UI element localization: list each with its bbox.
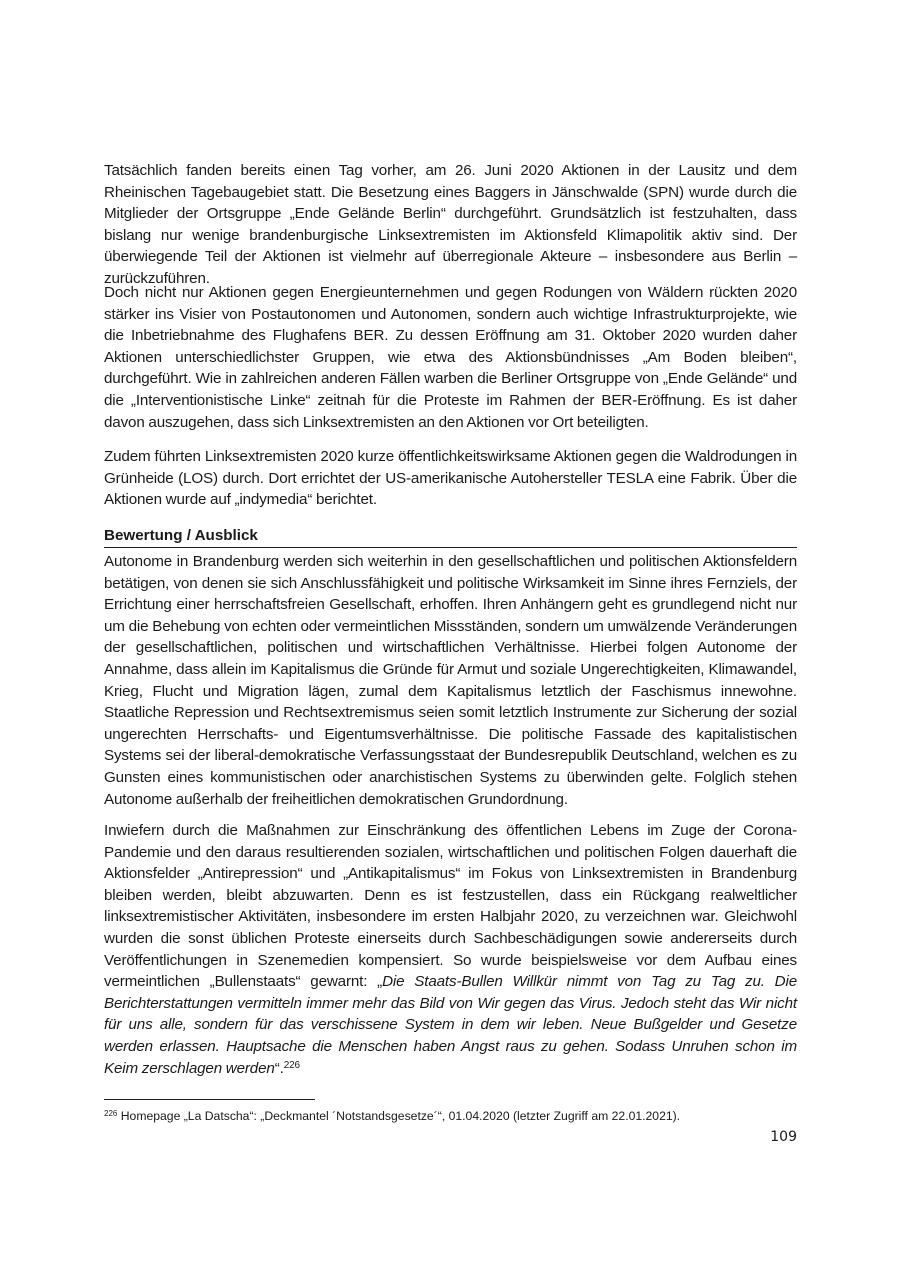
section-heading: Bewertung / Ausblick xyxy=(104,525,797,548)
outlook-text: Inwiefern durch die Maßnahmen zur Einschränkung des öffentlichen Lebens im Zuge der Corona-Pandemie und den daraus resultierenden sozialen, wirtschaftlichen und politischen Folgen dauerhaft die Aktionsfelder „Antirepression“ und „Antikapitalismus“ im Fokus von Linksextremisten in Brandenburg bleiben werden, bleibt abzuwarten. Denn es ist festzustellen, dass ein Rückgang realweltlicher linksextremistischer Aktivitäten, insbesondere im ersten Halbjahr 2020, zu verzeichnen war. Gleichwohl wurden die sonst üblichen Proteste einerseits durch Sachbeschädigungen sowie andererseits durch Veröffentlichungen in Szenemedien kompensiert. So wurde beispielsweise vor dem Aufbau eines vermeintlichen „Bullenstaats“ gewarnt: „ xyxy=(104,822,797,991)
outlook-quote: Die Staats-Bullen Willkür nimmt von Tag zu Tag zu. Die Berichterstattungen vermitteln immer mehr das Bild von Wir gegen das Virus. Jedoch steht das Wir nicht für uns alle, sondern für das verschissene System in dem wir leben. Neue Bußgelder und Gesetze werden erlassen. Hauptsache die Menschen haben Angst raus zu gehen. Sodass Unruhen schon im Keim zerschlagen werden xyxy=(104,973,798,1077)
footnote-separator xyxy=(104,1099,315,1100)
paragraph-assessment: Autonome in Brandenburg werden sich weiterhin in den gesellschaftlichen und politischen Aktionsfeldern betätigen, von denen sie sich Anschlussfähigkeit und politische Wirksamkeit im Sinne ihres Fernziels, der Errichtung einer herrschaftsfreien Gesellschaft, erhoffen. Ihren Anhängern geht es grundlegend nicht nur um die Behebung von echten oder vermeintlichen Missständen, sondern um umwälzende Veränderungen der gesellschaftlichen, politischen und wirtschaftlichen Verhältnisse. Hierbei folgen Autonome der Annahme, dass allein im Kapitalismus die Gründe für Armut und soziale Ungerechtigkeiten, Klimawandel, Krieg, Flucht und Migration lägen, zumal dem Kapitalismus letztlich der Faschismus innewohne. Staatliche Repression und Rechtsextremismus seien somit letztlich Instrumente zur Sicherung der sozial ungerechten Herrschafts- und Eigentumsverhältnisse. Die politische Fassade des kapitalistischen Systems sei der liberal-demokratische Verfassungsstaat der Bundesrepublik Deutschland, welchen es zu Gunsten eines kommunistischen oder anarchistischen Systems zu überwinden gelte. Folglich stehen Autonome außerhalb der freiheitlichen demokratischen Grundordnung. xyxy=(104,553,797,808)
paragraph-climate-actions: Tatsächlich fanden bereits einen Tag vorher, am 26. Juni 2020 Aktionen in der Lausitz und dem Rheinischen Tagebaugebiet statt. Die Besetzung eines Baggers in Jänschwalde (SPN) wurde durch die Mitglieder der Ortsgruppe „Ende Gelände Berlin“ durchgeführt. Grundsätzlich ist festzuhalten, dass bislang nur wenige brandenburgische Linksextremisten im Aktionsfeld Klimapolitik aktiv sind. Der überwiegende Teil der Aktionen ist vielmehr auf überregionale Akteure – insbesondere aus Berlin – zurückzuführen. xyxy=(104,162,797,287)
page-number: 109 xyxy=(770,1129,797,1145)
paragraph-gruenheide-tesla: Zudem führten Linksextremisten 2020 kurze öffentlichkeitswirksame Aktionen gegen die Waldrodungen in Grünheide (LOS) durch. Dort errichtet der US-amerikanische Autohersteller TESLA eine Fabrik. Über die Aktionen wurde auf „indymedia“ berichtet. xyxy=(104,448,797,509)
footnote-text: Homepage „La Datscha“: „Deckmantel ´Notstandsgesetze´“, 01.04.2020 (letzter Zugriff am 22.01.2021). xyxy=(117,1109,681,1123)
footnote-number: 226 xyxy=(104,1109,118,1118)
outlook-quote-close: “. xyxy=(274,1059,284,1077)
footnote-reference: 226 xyxy=(283,1059,300,1071)
paragraph-outlook xyxy=(104,820,797,1079)
footnote xyxy=(104,1108,797,1124)
paragraph-ber-airport: Doch nicht nur Aktionen gegen Energieunternehmen und gegen Rodungen von Wäldern rückten 2020 stärker ins Visier von Postautonomen und Autonomen, sondern auch wichtige Infrastrukturprojekte, wie die Inbetriebnahme des Flughafens BER. Zu dessen Eröffnung am 31. Oktober 2020 wurden daher Aktionen unterschiedlichster Gruppen, wie etwa des Aktionsbündnisses „Am Boden bleiben“, durchgeführt. Wie in zahlreichen anderen Fällen warben die Berliner Ortsgruppe von „Ende Gelände“ und die „Interventionistische Linke“ zeitnah für die Proteste im Rahmen der BER-Eröffnung. Es ist daher davon auszugehen, dass sich Linksextremisten an den Aktionen vor Ort beteiligten. xyxy=(104,284,797,431)
